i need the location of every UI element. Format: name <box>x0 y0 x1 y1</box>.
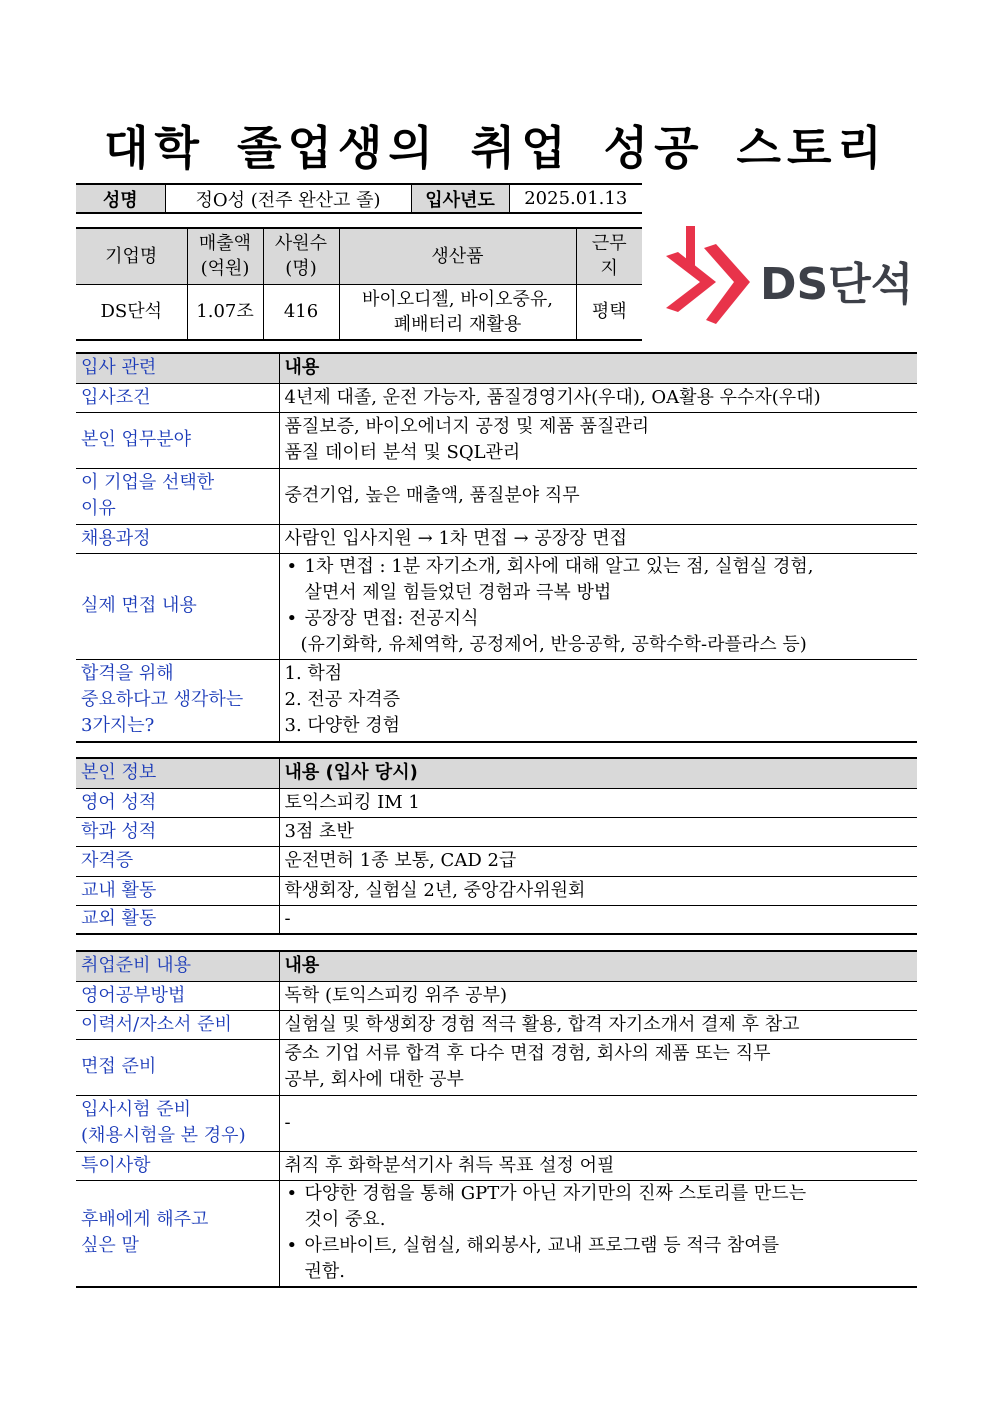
company-header-employees: 사원수 (명) <box>263 228 339 284</box>
company-header-name: 기업명 <box>76 228 187 284</box>
table-row: 교내 활동 학생회장, 실험실 2년, 중앙감사위원회 <box>76 876 917 905</box>
table-row: 교외 활동 - <box>76 905 917 934</box>
ds-logo-mark-icon <box>664 226 756 330</box>
company-header-products: 생산품 <box>339 228 576 284</box>
company-products: 바이오디젤, 바이오중유, 폐배터리 재활용 <box>339 284 576 340</box>
list-item: 1. 학점 <box>284 663 343 685</box>
company-name: DS단석 <box>76 284 187 340</box>
personal-info-table <box>76 757 917 935</box>
list-item: • 다양한 경험을 통해 GPT가 아닌 자기만의 진짜 스토리를 만드는 것이 중요. <box>285 1181 912 1233</box>
table-row: 합격을 위해 중요하다고 생각하는 3가지는? 1. 학점 2. 전공 자격증 3. 다양한 경험 <box>76 659 917 742</box>
company-table <box>76 227 642 341</box>
hiring-header-key: 입사 관련 <box>76 353 279 383</box>
table-row: 영어 성적 토익스피킹 IM 1 <box>76 788 917 817</box>
interview-key: 실제 면접 내용 <box>76 553 279 659</box>
join-year-value: 2025.01.13 <box>509 184 642 213</box>
prep-header-key: 취업준비 내용 <box>76 951 279 981</box>
interview-list <box>285 554 912 658</box>
prep-header-value: 내용 <box>279 951 917 981</box>
list-item: 3. 다양한 경험 <box>284 715 401 737</box>
table-row: 자격증 운전면허 1종 보통, CAD 2급 <box>76 846 917 876</box>
table-row: 특이사항 취직 후 화학분석기사 취득 목표 설정 어필 <box>76 1151 917 1180</box>
name-value: 정O성 (전주 완산고 졸) <box>165 184 411 213</box>
table-row: 채용과정 사람인 입사지원 → 1차 면접 → 공장장 면접 <box>76 524 917 553</box>
list-item: • 공장장 면접: 전공지식 (유기화학, 유체역학, 공정제어, 반응공학, 공학수학-라플라스 등) <box>285 606 912 658</box>
join-year-label: 입사년도 <box>411 184 509 213</box>
company-revenue: 1.07조 <box>187 284 263 340</box>
company-header-revenue: 매출액 (억원) <box>187 228 263 284</box>
profile-table <box>76 183 642 214</box>
logo-text: DS단석 <box>760 259 914 310</box>
job-prep-table <box>76 950 917 1288</box>
company-location: 평택 <box>576 284 642 340</box>
name-label: 성명 <box>76 184 165 213</box>
table-row: 면접 준비 중소 기업 서류 합격 후 다수 면접 경험, 회사의 제품 또는 직무 공부, 회사에 대한 공부 <box>76 1039 917 1095</box>
table-row: 이 기업을 선택한 이유 중견기업, 높은 매출액, 품질분야 직무 <box>76 468 917 524</box>
company-employees: 416 <box>263 284 339 340</box>
table-row <box>76 553 917 659</box>
hiring-header-value: 내용 <box>279 353 917 383</box>
list-item: • 아르바이트, 실험실, 해외봉사, 교내 프로그램 등 적극 참여를 권함. <box>285 1233 912 1285</box>
company-header-location: 근무 지 <box>576 228 642 284</box>
table-row: 이력서/자소서 준비 실험실 및 학생회장 경험 적극 활용, 합격 자기소개서 결제 후 참고 <box>76 1010 917 1039</box>
advice-list <box>285 1181 912 1285</box>
page-title: 대학 졸업생의 취업 성공 스토리 <box>104 121 888 175</box>
table-row: 학과 성적 3점 초반 <box>76 817 917 846</box>
personal-header-value: 내용 (입사 당시) <box>279 758 917 788</box>
table-row: 본인 업무분야 품질보증, 바이오에너지 공정 및 제품 품질관리 품질 데이터 분석 및 SQL관리 <box>76 412 917 468</box>
table-row: 영어공부방법 독학 (토익스피킹 위주 공부) <box>76 981 917 1010</box>
hiring-info-table <box>76 352 917 743</box>
list-item: • 1차 면접 : 1분 자기소개, 회사에 대해 알고 있는 점, 실험실 경험, 살면서 제일 힘들었던 경험과 극복 방법 <box>285 554 912 606</box>
list-item: 2. 전공 자격증 <box>284 689 401 711</box>
table-row: 입사시험 준비 (채용시험을 본 경우) - <box>76 1095 917 1151</box>
company-logo <box>664 226 914 330</box>
table-row: 후배에게 해주고 싶은 말 • 다양한 경험을 통해 GPT가 아닌 자기만의 진짜 스토리를 만드는 것이 중요. • 아르바이트, 실험실, 해외봉사, 교내 프로그램 등 적극 참여를 권함. <box>76 1180 917 1287</box>
personal-header-key: 본인 정보 <box>76 758 279 788</box>
table-row: 입사조건 4년제 대졸, 운전 가능자, 품질경영기사(우대), OA활용 우수자(우대) <box>76 383 917 412</box>
